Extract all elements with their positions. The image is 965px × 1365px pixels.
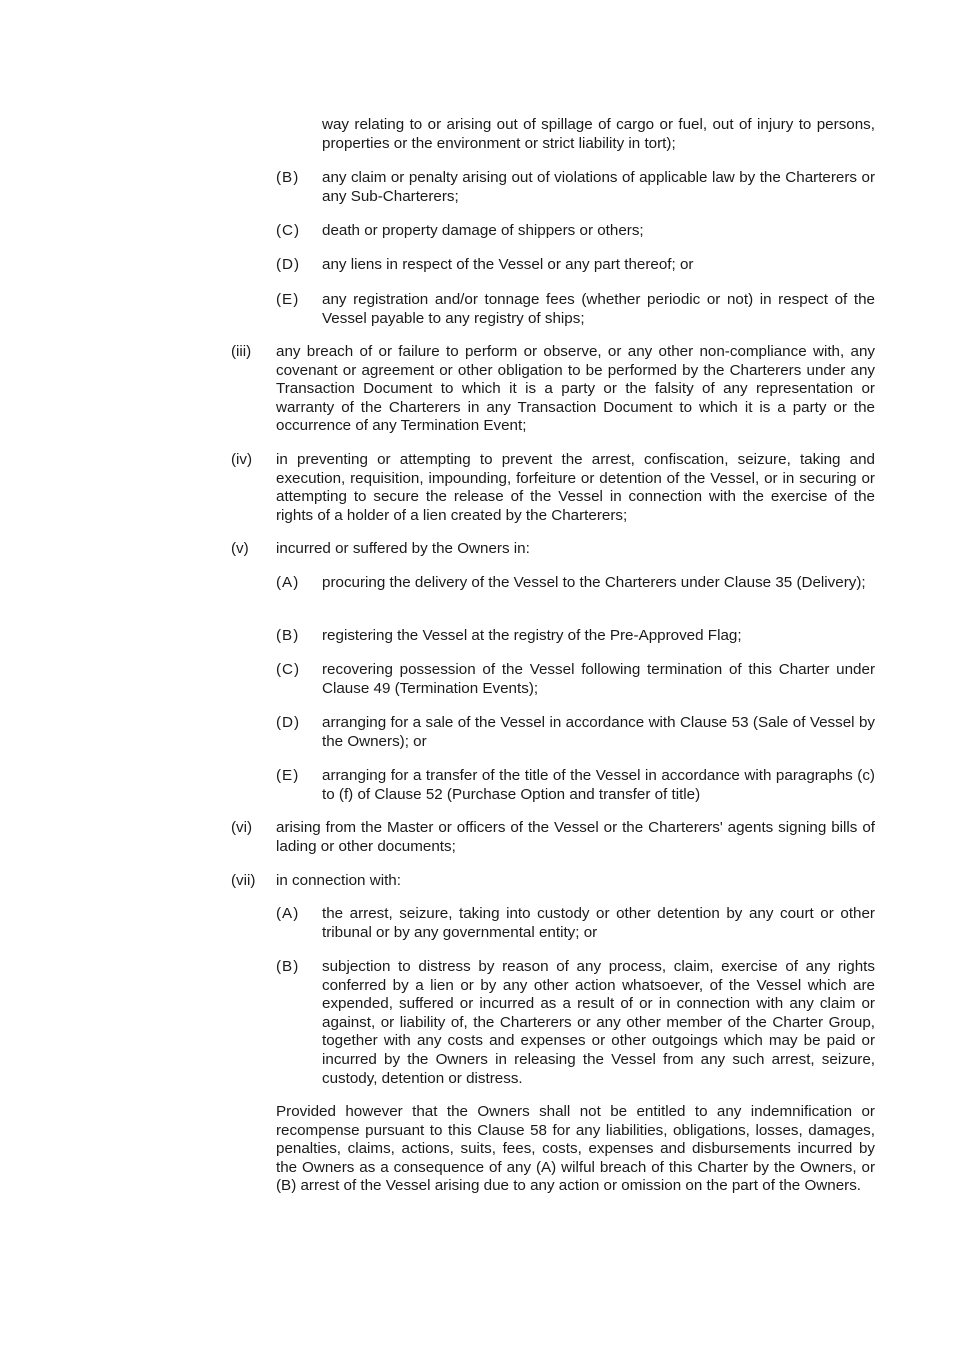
item-text: incurred or suffered by the Owners in:	[276, 540, 530, 557]
proviso-text: Provided however that the Owners shall not be entitled to any indemnification or recompense pursuant to this Clause 58 for any liabilities, obligations, losses, damages, penalties, claims, actions, suits, fees, costs, expenses and disbursements incurred by the Owners as a consequence of any (A) wilful breach of this Charter by the Owners, or (B) arrest of the Vessel arising due to any action or omission on the part of the Owners.	[276, 1103, 875, 1195]
item-text: any liens in respect of the Vessel or any part thereof; or	[322, 256, 694, 273]
item-label: (C)	[276, 661, 301, 678]
item-label: (A)	[276, 905, 300, 922]
item-text: arranging for a sale of the Vessel in accordance with Clause 53 (Sale of Vessel by the Owners); or	[322, 714, 875, 750]
item-text: any breach of or failure to perform or observe, or any other non-compliance with, any covenant or agreement or other obligation to be performed by the Charterers under any Transaction Document to which it is a party or the falsity of any representation or warranty of the Charterers in any Transaction Document to which it is a party or the occurrence of any Termination Event;	[276, 343, 875, 435]
item-label: (B)	[276, 169, 300, 186]
item-label: (A)	[276, 574, 300, 591]
item-text: registering the Vessel at the registry of the Pre-Approved Flag;	[322, 627, 742, 644]
item-label: (iv)	[231, 451, 253, 468]
item-label: (v)	[231, 540, 249, 557]
continuation-text: way relating to or arising out of spillage of cargo or fuel, out of injury to persons, properties or the environment or strict liability in tort);	[322, 116, 875, 152]
item-label: (E)	[276, 291, 300, 308]
item-text: subjection to distress by reason of any process, claim, exercise of any rights conferred by a lien or by any other action whatsoever, of the Vessel which are expended, suffered or incurred as a result of or in connection with any claim or against, or liability of, the Charterers or any other member of the Charter Group, together with any costs and expenses or other outgoings which may be paid or incurred by the Owners in releasing the Vessel from any such arrest, seizure, custody, detention or distress.	[322, 958, 875, 1087]
item-text: any claim or penalty arising out of violations of applicable law by the Charterers or any Sub-Charterers;	[322, 169, 875, 205]
item-label: (C)	[276, 222, 301, 239]
item-text: arranging for a transfer of the title of the Vessel in accordance with paragraphs (c) to (f) of Clause 52 (Purchase Option and transfer of title)	[322, 767, 875, 803]
item-text: the arrest, seizure, taking into custody or other detention by any court or other tribunal or by any governmental entity; or	[322, 905, 875, 941]
item-label: (B)	[276, 627, 300, 644]
item-label: (D)	[276, 256, 301, 273]
item-label: (iii)	[231, 343, 252, 360]
item-text: any registration and/or tonnage fees (whether periodic or not) in respect of the Vessel payable to any registry of ships;	[322, 291, 875, 327]
item-text: in connection with:	[276, 872, 401, 889]
item-text: procuring the delivery of the Vessel to the Charterers under Clause 35 (Delivery);	[322, 574, 866, 591]
item-label: (E)	[276, 767, 300, 784]
item-label: (B)	[276, 958, 300, 975]
item-text: arising from the Master or officers of the Vessel or the Charterers' agents signing bills of lading or other documents;	[276, 819, 875, 855]
item-label: (vii)	[231, 872, 256, 889]
item-label: (D)	[276, 714, 301, 731]
item-label: (vi)	[231, 819, 253, 836]
item-text: death or property damage of shippers or others;	[322, 222, 644, 239]
item-text: in preventing or attempting to prevent the arrest, confiscation, seizure, taking and execution, requisition, impounding, forfeiture or detention of the Vessel, or in securing or attempting to secure the release of the Vessel in connection with the exercise of the rights of a holder of a lien created by the Charterers;	[276, 451, 875, 524]
item-text: recovering possession of the Vessel following termination of this Charter under Clause 49 (Termination Events);	[322, 661, 875, 697]
